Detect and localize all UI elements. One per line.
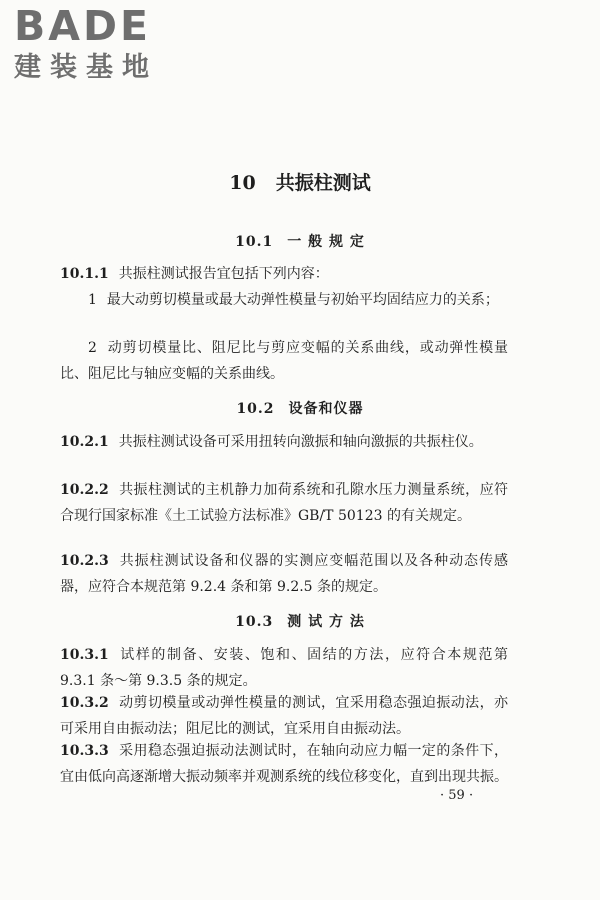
list-item xyxy=(60,287,508,313)
logo-subtitle: 建装基地 xyxy=(14,52,158,83)
page-number: · 59 · xyxy=(440,788,474,803)
section-number: 10.1 xyxy=(235,234,274,250)
item-number: 1 xyxy=(88,292,97,308)
section-title: 设备和仪器 xyxy=(288,401,364,417)
clause-number: 10.2.1 xyxy=(60,434,109,450)
chapter-name: 共振柱测试 xyxy=(275,172,371,194)
clause-text: 试样的制备、安装、饱和、固结的方法，应符合本规范第 9.3.1 条～第 9.3.5 条的规定。 xyxy=(60,647,508,689)
clause-number: 10.1.1 xyxy=(60,266,109,282)
bade-logo xyxy=(14,4,158,84)
clause xyxy=(60,642,508,694)
chapter-title xyxy=(0,168,600,195)
logo-brand: BADE xyxy=(14,2,152,50)
clause-text: 共振柱测试的主机静力加荷系统和孔隙水压力测量系统，应符合现行国家标准《土工试验方法标准》GB/T 50123 的有关规定。 xyxy=(60,482,508,524)
section-title: 一 般 规 定 xyxy=(287,234,365,250)
item-text: 最大动剪切模量或最大动弹性模量与初始平均固结应力的关系； xyxy=(106,292,499,308)
clause-text: 共振柱测试设备可采用扭转向激振和轴向激振的共振柱仪。 xyxy=(118,434,483,450)
clause-text: 动剪切模量或动弹性模量的测试，宜采用稳态强迫振动法，亦可采用自由振动法；阻尼比的测试，宜采用自由振动法。 xyxy=(60,695,508,737)
section-heading xyxy=(0,231,600,251)
clause-text: 共振柱测试设备和仪器的实测应变幅范围以及各种动态传感器，应符合本规范第 9.2.4 条和第 9.2.5 条的规定。 xyxy=(60,553,508,595)
clause-text: 采用稳态强迫振动法测试时，在轴向动应力幅一定的条件下，宜由低向高逐渐增大振动频率并观测系统的线位移变化，直到出现共振。 xyxy=(60,743,508,785)
section-number: 10.2 xyxy=(236,401,275,417)
clause-number: 10.2.2 xyxy=(60,482,109,498)
section-number: 10.3 xyxy=(235,614,274,630)
clause xyxy=(60,261,508,287)
section-heading xyxy=(0,398,600,418)
clause xyxy=(60,690,508,742)
clause-number: 10.3.2 xyxy=(60,695,109,711)
item-number: 2 xyxy=(88,340,97,356)
section-heading xyxy=(0,611,600,631)
clause xyxy=(60,738,508,790)
item-text: 动剪切模量比、阻尼比与剪应变幅的关系曲线，或动弹性模量比、阻尼比与轴应变幅的关系曲线。 xyxy=(60,340,508,382)
clause xyxy=(60,477,508,529)
list-item xyxy=(60,335,508,387)
clause xyxy=(60,429,508,455)
clause-text: 共振柱测试报告宜包括下列内容： xyxy=(118,266,329,282)
chapter-number: 10 xyxy=(229,172,256,194)
clause xyxy=(60,548,508,600)
section-title: 测 试 方 法 xyxy=(287,614,365,630)
clause-number: 10.2.3 xyxy=(60,553,109,569)
clause-number: 10.3.1 xyxy=(60,647,109,663)
clause-number: 10.3.3 xyxy=(60,743,109,759)
